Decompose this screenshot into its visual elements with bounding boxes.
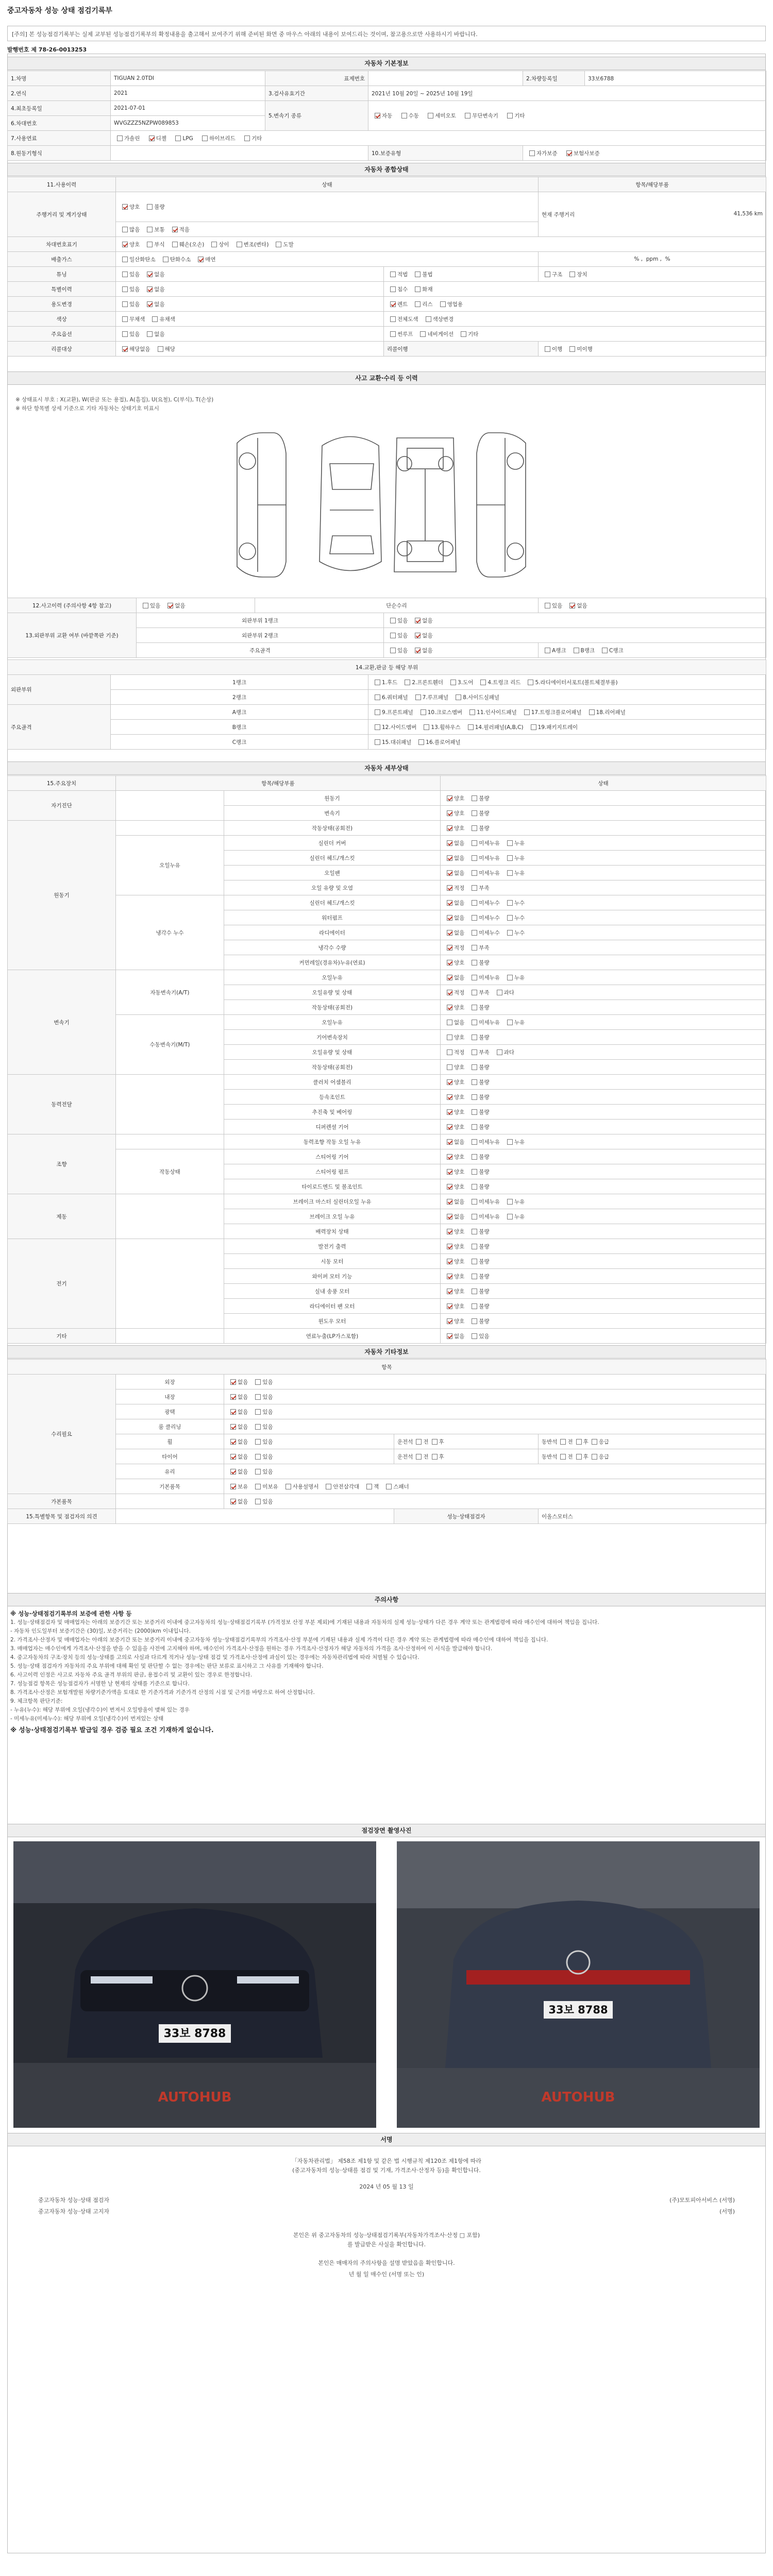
damage-legend: ※ 상태표시 부호 : X(교환), W(판금 또는 용접), A(흠집), U(요철), C(부식), T(손상) ※ 하단 항목별 상세 기준으로 기타 자동차는 상태기호 미표시 <box>15 397 214 412</box>
status-checkbox[interactable] <box>497 990 502 995</box>
status-checkbox[interactable] <box>507 870 513 876</box>
detail-row: 조향 동력조향 작동 오일 누유 없음 미세누유 누유 <box>8 1134 766 1149</box>
car-diagram-icon <box>227 422 536 587</box>
status-checkbox[interactable] <box>472 855 477 861</box>
status-checkbox[interactable] <box>472 825 477 831</box>
section-detail: 자동차 세부상태 <box>7 761 766 775</box>
status-checkbox[interactable] <box>472 1139 477 1145</box>
status-checkbox[interactable] <box>507 1139 513 1145</box>
status-checkbox[interactable] <box>472 870 477 876</box>
status-checkbox[interactable] <box>472 885 477 891</box>
status-checkbox[interactable] <box>447 1169 452 1175</box>
status-checkbox[interactable] <box>507 1020 513 1025</box>
status-checkbox[interactable] <box>472 1229 477 1234</box>
label-car-name: 1.차명 <box>8 71 111 86</box>
status-checkbox[interactable] <box>447 945 452 951</box>
status-checkbox[interactable] <box>447 1259 452 1264</box>
status-checkbox[interactable] <box>447 900 452 906</box>
status-checkbox[interactable] <box>472 1094 477 1100</box>
status-checkbox[interactable] <box>472 1199 477 1205</box>
detail-row: 냉각수 누수 실린더 헤드/개스킷 없음 미세누수 누수 <box>8 895 766 910</box>
status-checkbox[interactable] <box>447 960 452 965</box>
status-checkbox[interactable] <box>447 975 452 980</box>
status-checkbox[interactable] <box>472 1214 477 1219</box>
status-checkbox[interactable] <box>507 915 513 921</box>
section-damage: 사고 교환·수리 등 이력 <box>7 371 766 385</box>
rear-brand-text: AUTOHUB <box>541 2090 615 2105</box>
sign-date: 2024 년 05 월 13 일 <box>359 2183 414 2190</box>
detail-row: 등속조인트 양호 불량 <box>8 1090 766 1105</box>
detail-row: 동력전달 클러치 어셈블리 양호 불량 <box>8 1075 766 1090</box>
value-first-reg: 2021-07-01 <box>111 101 265 116</box>
value-valid: 2021년 10월 20일 ~ 2025년 10월 19일 <box>368 86 766 101</box>
label-plate: 표제번호 <box>265 71 368 86</box>
status-checkbox[interactable] <box>472 1169 477 1175</box>
status-checkbox[interactable] <box>447 930 452 936</box>
status-checkbox[interactable] <box>497 1049 502 1055</box>
detail-row: 냉각수 수량 적정 부족 <box>8 940 766 955</box>
status-checkbox[interactable] <box>472 1274 477 1279</box>
status-checkbox[interactable] <box>507 840 513 846</box>
fuel-options: 가솔린 디젤 LPG 하이브리드 기타 <box>111 131 766 146</box>
detail-status-table: 15.주요장치 항목/해당부품 상태 자기진단 원동기 양호 불량 변속기 양호 불량 원동기 작동상태(공회전) 양호 불량 오일누유 실린더 커버 없음 미세누유 누유 실린더 헤드/개스킷 없음 미세누유 누유 오일팬 없음 미세누유 누유 오일 유량 및 오염 적정 부족 냉각수 누수 실린더 헤드/개스킷 없음 미세누수 누수 워터펌프 없음 미세누수 누수 라디에이터 없음 미세누수 누수 냉각수 수량 적정 부족 커먼레일(경유차)누유(연료) 양호 불량 변속기 자동변속기(A/T) 오일누유 없음 미세누유 누유 오일유량 및 상태 적정 부족 과다 작동상태(공회전) 양호 불량 수동변속기(M/T) 오일누유 없음 미세누유 누유 기어변속장치 양호 불량 오일유량 및 상태 적정 부족 과다 작동상태(공회전) 양호 불량 동력전달 클러치 어셈블리 양호 불량 등속조인트 양호 불량 추진축 및 베어링 양호 불량 디퍼렌셜 기어 양호 불량 조향 동력조향 작동 오일 누유 없음 미세누유 누유 작동상태 스티어링 기어 양호 불량 스티어링 펌프 양호 불량 타이로드엔드 및 볼조인트 양호 불량 제동 브레이크 마스터 실린더오일 누유 없음 미세누유 누유 브레이크 오일 누유 없음 미세누유 누유 배력장치 상태 양호 불량 전기 발전기 출력 양호 불량 시동 모터 양호 불량 와이퍼 모터 기능 양호 불량 실내 송풍 모터 양호 불량 라디에이터 팬 모터 양호 불량 윈도우 모터 양호 불량 기타 연료누출(LP가스포함) 없음 있음 <box>7 775 766 1344</box>
value-vin: WVGZZZ5NZPW089853 <box>111 116 265 131</box>
status-checkbox[interactable] <box>447 1035 452 1040</box>
sign-buyer-line-3: 본인은 매매자의 주의사항을 설명 받았음을 확인합니다. <box>318 2260 455 2266</box>
detail-row: 실내 송풍 모터 양호 불량 <box>8 1284 766 1299</box>
label-reg-date: 2.차량등록일 <box>523 71 585 86</box>
status-checkbox[interactable] <box>447 1005 452 1010</box>
notes-text: ※ 성능·상태점검기록부의 보증에 관한 사항 등 1. 성능·상태점검자 및 매매업자는 아래의 보증기간 또는 보증거리 이내에 중고자동차의 성능·상태점검기록부 (가격정보 산정 부분 제외)에 기재된 내용과 자동차의 실제 성능·상태가 다른 경우 계약 또는 관계법령에 따라 매수인에 대하여 책임을 집니다. - 자동차 인도일부터 보증기간은 (30)일, 보증거리는 (2000)km 이내입니다. 2. 가격조사·산정자 및 매매업자는 아래의 보증기간 또는 보증거리 이내에 중고자동차 성능·상태점검기록부의 가격조사·산정 부분에 기재된 내용과 실제 가격이 다른 경우 계약 또는 관계법령에 따라 매수인에 대하여 책임을 집니다. 3. 매매업자는 매수인에게 가격조사·산정을 받을 수 있음을 사전에 고지해야 하며, 매수인이 가격조사·산정을 원하는 경우 가격조사·산정자가 해당 자동차의 가격을 조사·산정하여 이 서식을 발급해야 합니다. 4. 중고자동차의 구조·장치 등의 성능·상태를 고의로 사실과 다르게 적거나 성능·상태 점검 및 가격조사·산정에 과실이 있는 경우에는 자동차관리법에 따라 처벌될 수 있습니다. 5. 성능·상태 점검자가 자동차의 주요 부위에 대해 확인 및 판단할 수 없는 경우에는 판단 보류로 표시하고 그 사유를 기재해야 합니다. 6. 사고이력 인정은 사고로 자동차 주요 골격 부위의 판금, 용접수리 및 교환이 있는 경우로 한정합니다. 7. 성능점검 항목은 성능점검자가 서명한 날 현재의 상태를 기준으로 합니다. 8. 가격조사·산정은 보험개발원 차량기준가액을 토대로 한 기준가격과 기준가격 산정의 시점 및 근거를 바탕으로 하여 산정합니다. 9. 체크항목 판단기준: - 누유(누수): 해당 부위에 오일(냉각수)이 번져서 오일방울이 맺혀 있는 경우 - 미세누유(미세누수): 해당 부위에 오일(냉각수)이 번져있는 상태 ※ 성능·상태점검기록부 발급일 경우 검증 필요 조건 기재하게 없습니다. <box>10 1610 599 1734</box>
label-warranty: 10.보증유형 <box>368 146 523 161</box>
sign-line-2: (중고자동차의 성능·상태를 점검 및 기재, 가격조사·산정자 등)을 확인합니다. <box>292 2167 481 2174</box>
label-transmission: 5.변속기 종류 <box>265 101 368 131</box>
warranty-options: 자가보증 보험사보증 <box>523 146 766 161</box>
status-checkbox[interactable] <box>472 1064 477 1070</box>
status-checkbox[interactable] <box>472 1079 477 1085</box>
detail-row: 추진축 및 베어링 양호 불량 <box>8 1105 766 1120</box>
status-checkbox[interactable] <box>472 930 477 936</box>
status-checkbox[interactable] <box>472 1184 477 1190</box>
detail-row: 전기 발전기 출력 양호 불량 <box>8 1239 766 1254</box>
status-checkbox[interactable] <box>507 900 513 906</box>
front-brand-text: AUTOHUB <box>158 2090 232 2105</box>
section-notes: 주의사항 <box>7 1593 766 1606</box>
status-checkbox[interactable] <box>447 1139 452 1145</box>
status-checkbox[interactable] <box>472 1005 477 1010</box>
status-checkbox[interactable] <box>472 1124 477 1130</box>
value-car-name: TIGUAN 2.0TDI <box>111 71 265 86</box>
status-checkbox[interactable] <box>472 1049 477 1055</box>
detail-row: 원동기 작동상태(공회전) 양호 불량 <box>8 821 766 836</box>
detail-row: 자기진단 원동기 양호 불량 <box>8 791 766 806</box>
detail-row: 기어변속장치 양호 불량 <box>8 1030 766 1045</box>
status-checkbox[interactable] <box>447 810 452 816</box>
status-checkbox[interactable] <box>472 1109 477 1115</box>
status-checkbox[interactable] <box>447 1289 452 1294</box>
checkbox-auto[interactable] <box>375 113 380 118</box>
detail-row: 오일누유 실린더 커버 없음 미세누유 누유 <box>8 836 766 851</box>
status-checkbox[interactable] <box>472 1020 477 1025</box>
rear-photo <box>397 1841 760 2128</box>
status-checkbox[interactable] <box>472 1289 477 1294</box>
status-checkbox[interactable] <box>507 930 513 936</box>
status-checkbox[interactable] <box>447 825 452 831</box>
sign-buyer-line-4: 년 월 일 매수인 (서명 또는 인) <box>348 2271 425 2278</box>
label-fuel: 7.사용연료 <box>8 131 111 146</box>
label-engine: 8.원동기형식 <box>8 146 111 161</box>
page-title: 중고자동차 성능 상태 점검기록부 <box>7 7 112 15</box>
detail-row: 작동상태 스티어링 기어 양호 불량 <box>8 1149 766 1164</box>
checkbox-cvt[interactable] <box>465 113 470 118</box>
status-checkbox[interactable] <box>447 1214 452 1219</box>
status-checkbox[interactable] <box>472 1035 477 1040</box>
sign-inspector-label: 중고자동차 성능·상태 점검자 <box>38 2197 110 2204</box>
detail-row: 시동 모터 양호 불량 <box>8 1254 766 1269</box>
status-checkbox[interactable] <box>472 915 477 921</box>
label-valid: 3.검사유효기간 <box>265 86 368 101</box>
detail-row: 윈도우 모터 양호 불량 <box>8 1314 766 1329</box>
detail-row: 워터펌프 없음 미세누수 누수 <box>8 910 766 925</box>
status-checkbox[interactable] <box>472 1318 477 1324</box>
status-checkbox[interactable] <box>447 855 452 861</box>
status-checkbox[interactable] <box>472 990 477 995</box>
status-checkbox[interactable] <box>447 990 452 995</box>
status-checkbox[interactable] <box>447 1318 452 1324</box>
status-checkbox[interactable] <box>447 870 452 876</box>
status-checkbox[interactable] <box>472 840 477 846</box>
sign-inspector-value: (주)모토피아서비스 (서명) <box>669 2197 735 2204</box>
section-general: 자동차 종합상태 <box>7 163 766 176</box>
status-checkbox[interactable] <box>507 1214 513 1219</box>
status-checkbox[interactable] <box>447 1244 452 1249</box>
label-first-reg: 4.최초등록일 <box>8 101 111 116</box>
section-etc: 자동차 기타정보 <box>7 1345 766 1359</box>
section-sign: 서명 <box>7 2133 766 2146</box>
detail-row: 라디에이터 없음 미세누수 누수 <box>8 925 766 940</box>
checkbox-semi[interactable] <box>428 113 433 118</box>
status-checkbox[interactable] <box>472 975 477 980</box>
sign-notifier-value: (서명) <box>719 2208 735 2215</box>
detail-row: 작동상태(공회전) 양호 불량 <box>8 1060 766 1075</box>
detail-row: 스티어링 펌프 양호 불량 <box>8 1164 766 1179</box>
notice-box: [주의] 본 성능점검기록부는 실제 교부된 성능점검기록부의 확정내용을 출고해서 보여주기 위해 준비된 화면 중 마우스 아래의 내용이 보여드리는 것이며, 참고용으로만 사용하시기 바랍니다. <box>7 26 766 41</box>
status-checkbox[interactable] <box>472 1244 477 1249</box>
sign-notifier-label: 중고자동차 성능·상태 고지자 <box>38 2208 110 2215</box>
status-checkbox[interactable] <box>447 795 452 801</box>
detail-row: 오일 유량 및 오염 적정 부족 <box>8 880 766 895</box>
checkbox-manual[interactable] <box>401 113 407 118</box>
rear-plate-text: 33보 8788 <box>548 2004 608 2016</box>
detail-row: 배력장치 상태 양호 불량 <box>8 1224 766 1239</box>
status-checkbox[interactable] <box>447 1199 452 1205</box>
detail-row: 실린더 헤드/개스킷 없음 미세누유 누유 <box>8 851 766 866</box>
status-checkbox[interactable] <box>447 1049 452 1055</box>
detail-row: 커먼레일(경유차)누유(연료) 양호 불량 <box>8 955 766 970</box>
status-checkbox[interactable] <box>447 1303 452 1309</box>
front-plate-text: 33보 8788 <box>163 2027 226 2040</box>
status-checkbox[interactable] <box>507 855 513 861</box>
status-checkbox[interactable] <box>447 1124 452 1130</box>
front-photo <box>13 1841 376 2128</box>
status-checkbox[interactable] <box>472 960 477 965</box>
value-year: 2021 <box>111 86 265 101</box>
general-status-table: 11.사용이력 상태 항목/해당부품 주행거리 및 계기상태 양호 불량 현재 주행거리 41,536 km 많음 보통 적음 차대번호표기 양호 부식 훼손(오손) 상이 변조(변타) 도말 배출가스 일산화탄소 탄화수소 매연 % , ppm , % 튜닝 있음 없음 적법 불법 구조 장치 특별이력 있음 없음 침수 화재 용도변경 있음 없음 렌트 리스 영업용 색상 무채색 유채색 전체도색 색상변경 주요옵션 있음 없음 썬루프 네비게이션 기타 리콜대상 해당없음 해당 리콜이행 이행 미이행 <box>7 177 766 357</box>
status-checkbox[interactable] <box>447 1154 452 1160</box>
damage-parts-table: 14.교환,판금 등 해당 부위 외판부위 1랭크 1.후드 2.프론트휀더 3.도어 4.트렁크 리드 5.라디에이터서포트(볼트체결부품) 2랭크 6.쿼터패널 7.루프패널 8.사이드실패널 주요골격 A랭크 9.프론트패널 10.크로스멤버 11.인사이드패널 17.트렁크플로어패널 18.리어패널 B랭크 12.사이드멤버 13.휠하우스 14.필러패널(A,B,C) 19.패키지트레이 C랭크 15.대쉬패널 16.플로어패널 <box>7 659 766 750</box>
status-checkbox[interactable] <box>447 885 452 891</box>
label-year: 2.연식 <box>8 86 111 101</box>
status-checkbox[interactable] <box>507 975 513 980</box>
status-checkbox[interactable] <box>447 915 452 921</box>
detail-row: 변속기 양호 불량 <box>8 806 766 821</box>
status-checkbox[interactable] <box>472 1259 477 1264</box>
damage-history-table: 12.사고이력 (주의사항 4항 참고) 있음 없음 단순수리 있음 없음 13.외판부위 교환 여부 (바깥쪽판 기준) 외판부위 1랭크 있음 없음 외판부위 2랭크 있음 없음 주요골격 있음 없음 A랭크 B랭크 C랭크 <box>7 598 766 658</box>
detail-row: 디퍼렌셜 기어 양호 불량 <box>8 1120 766 1134</box>
status-checkbox[interactable] <box>447 1274 452 1279</box>
status-checkbox[interactable] <box>472 795 477 801</box>
value-plate: 33보6788 <box>585 71 766 86</box>
status-checkbox[interactable] <box>472 1303 477 1309</box>
detail-row: 변속기 자동변속기(A/T) 오일누유 없음 미세누유 누유 <box>8 970 766 985</box>
status-checkbox[interactable] <box>472 1333 477 1339</box>
label-vin: 6.차대번호 <box>8 116 111 131</box>
status-checkbox[interactable] <box>472 945 477 951</box>
status-checkbox[interactable] <box>447 1109 452 1115</box>
status-checkbox[interactable] <box>447 1064 452 1070</box>
detail-row: 작동상태(공회전) 양호 불량 <box>8 1000 766 1015</box>
status-checkbox[interactable] <box>447 1020 452 1025</box>
status-checkbox[interactable] <box>447 1184 452 1190</box>
checkbox-other[interactable] <box>507 113 513 118</box>
status-checkbox[interactable] <box>472 900 477 906</box>
section-basic-info: 자동차 기본정보 <box>7 57 766 70</box>
transmission-options: 자동 수동 세미오토 무단변속기 기타 <box>368 101 766 131</box>
detail-row: 기타 연료누출(LP가스포함) 없음 있음 <box>8 1329 766 1344</box>
status-checkbox[interactable] <box>447 840 452 846</box>
certificate-number: 발행번호 제 78-26-0013253 <box>7 46 87 53</box>
detail-row: 타이로드엔드 및 볼조인트 양호 불량 <box>8 1179 766 1194</box>
detail-row: 오일유량 및 상태 적정 부족 과다 <box>8 1045 766 1060</box>
status-checkbox[interactable] <box>447 1229 452 1234</box>
status-checkbox[interactable] <box>447 1333 452 1339</box>
detail-row: 와이퍼 모터 기능 양호 불량 <box>8 1269 766 1284</box>
detail-row: 라디에이터 팬 모터 양호 불량 <box>8 1299 766 1314</box>
section-photos: 점검장면 촬영사진 <box>7 1824 766 1837</box>
status-checkbox[interactable] <box>447 1094 452 1100</box>
sign-line-1: 「자동차관리법」 제58조 제1항 및 같은 법 시행규칙 제120조 제1항에 따라 <box>291 2158 482 2164</box>
status-checkbox[interactable] <box>507 1199 513 1205</box>
detail-row: 제동 브레이크 마스터 실린더오일 누유 없음 미세누유 누유 <box>8 1194 766 1209</box>
detail-row: 오일유량 및 상태 적정 부족 과다 <box>8 985 766 1000</box>
etc-info-table: 항목 수리필요 외장 없음 있음 내장 없음 있음 광택 없음 있음 룸 클리닝 없음 있음 휠 없음 있음 운전석 전 후 동반석 전 후 응급 타이어 없음 있음 운전석 전 후 동반석 전 후 응급 유리 없음 있음 기본품목 보유 미보유 사용설명서 안전삼각대 잭 스패너 가본품목 없음 있음 15.특별항목 및 점검자의 의견 성능·상태점검자 이올스모터스 <box>7 1359 766 1524</box>
sign-buyer-line-1: 본인은 위 중고자동차의 성능·상태점검기록부(자동차가격조사·산정 □ 포함) <box>293 2232 480 2239</box>
basic-info-table <box>7 71 766 161</box>
status-checkbox[interactable] <box>472 1154 477 1160</box>
detail-row: 수동변속기(M/T) 오일누유 없음 미세누유 누유 <box>8 1015 766 1030</box>
detail-row: 브레이크 오일 누유 없음 미세누유 누유 <box>8 1209 766 1224</box>
status-checkbox[interactable] <box>472 810 477 816</box>
detail-row: 오일팬 없음 미세누유 누유 <box>8 866 766 880</box>
sign-buyer-line-2: 를 발급받은 사실을 확인합니다. <box>347 2241 426 2248</box>
status-checkbox[interactable] <box>447 1079 452 1085</box>
